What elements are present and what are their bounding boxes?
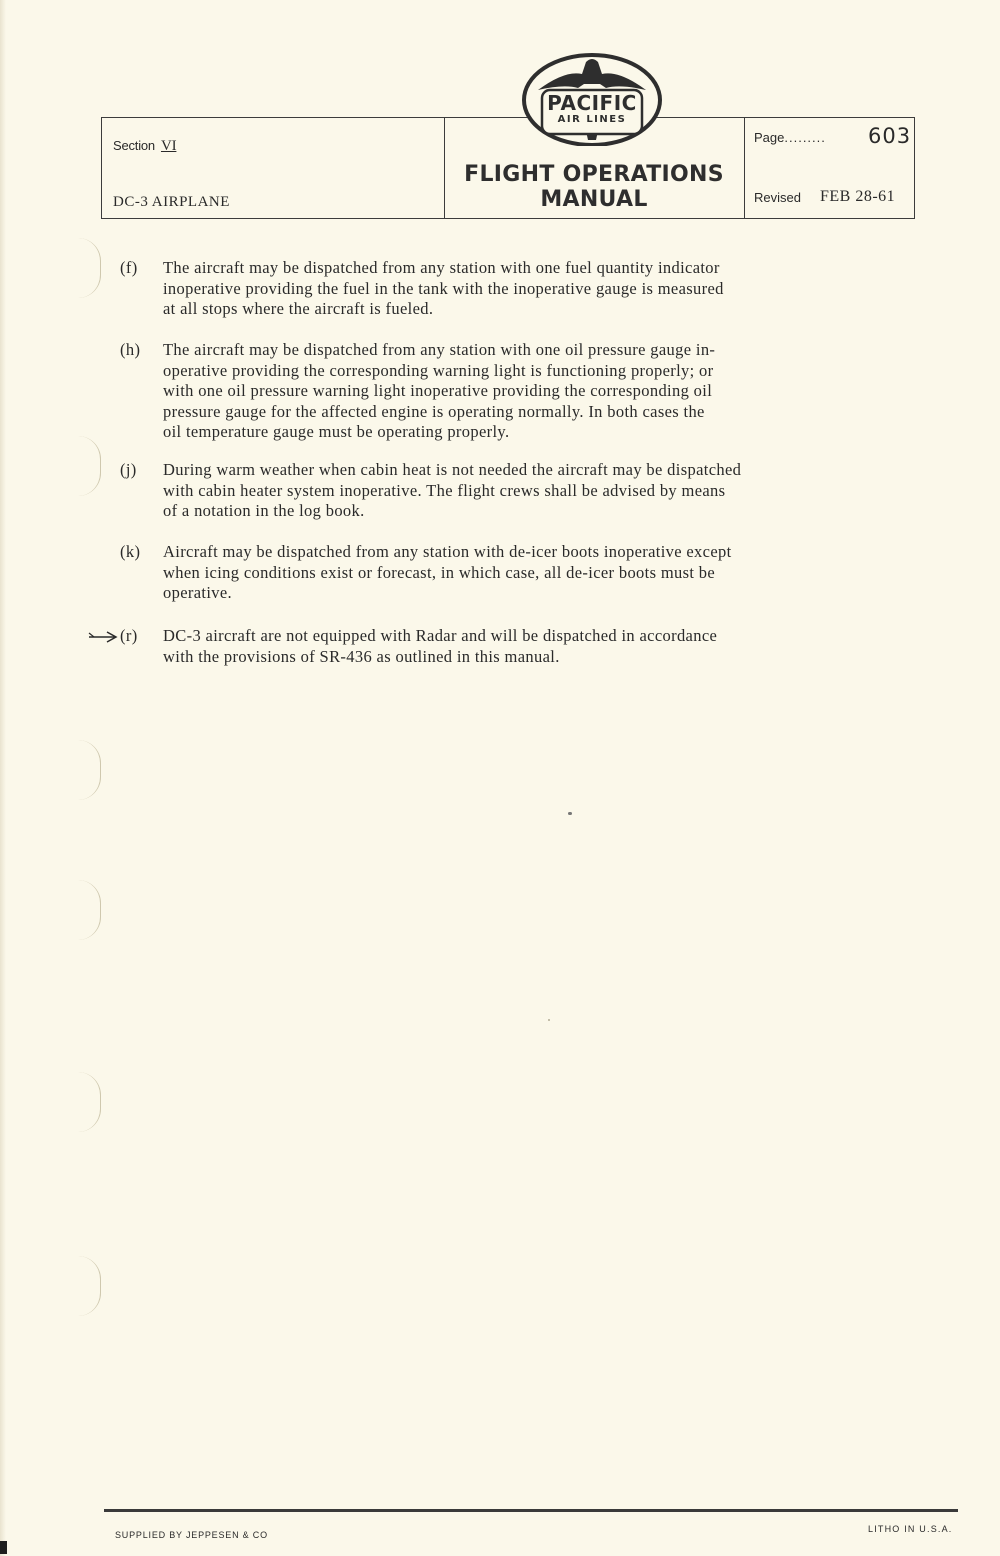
page-label: Page......... <box>754 130 826 145</box>
manual-title <box>444 162 744 212</box>
paper-speck <box>568 812 572 815</box>
paragraph-text: Aircraft may be dispatched from any station with de-icer boots inoperative except when icing conditions exist or forecast, in which case, all de-icer boots must be operative. <box>163 542 732 602</box>
binder-hole <box>78 436 101 496</box>
header-box <box>101 117 915 219</box>
revised-date: FEB 28-61 <box>820 188 896 205</box>
footer-supplier: SUPPLIED BY JEPPESEN & CO <box>115 1530 268 1540</box>
page-edge <box>0 0 6 1556</box>
header-right-cell <box>744 118 914 218</box>
paragraph-label: (r) <box>120 626 138 645</box>
paragraph-text: The aircraft may be dispatched from any station with one oil pressure gauge in- operative providing the corresponding warning light is functioning properly; or with one oil pressure warning light inoperative providing the corresponding oil pressure gauge for the affected engine is operating normally. In both cases the oil temperature gauge must be operating properly. <box>163 340 716 441</box>
binder-hole <box>78 1072 101 1132</box>
logo-subname: AIR LINES <box>557 114 627 125</box>
revised-label: Revised <box>754 190 801 205</box>
manual-title-line1: FLIGHT OPERATIONS <box>464 162 724 187</box>
page-dots: ......... <box>784 130 826 145</box>
binder-hole <box>78 238 101 298</box>
binder-hole <box>78 740 101 800</box>
paragraph-label: (k) <box>120 542 141 561</box>
paragraph-label: (j) <box>120 460 137 479</box>
footer-litho: LITHO IN U.S.A. <box>868 1524 953 1534</box>
pacific-air-lines-logo <box>520 50 664 146</box>
revision-arrow-icon <box>88 630 118 644</box>
section-value: VI <box>160 138 177 154</box>
logo-name: PACIFIC <box>547 91 637 115</box>
paragraph-text: During warm weather when cabin heat is not needed the aircraft may be dispatched with cabin heater system inoperative. The flight crews shall be advised by means of a notation in the log book. <box>163 460 742 520</box>
paragraph-text: DC-3 aircraft are not equipped with Radar and will be dispatched in accordance with the provisions of SR-436 as outlined in this manual. <box>163 626 718 666</box>
page-number: 603 <box>868 124 912 148</box>
airplane-label: DC-3 AIRPLANE <box>113 194 230 210</box>
paper-speck <box>548 1019 550 1021</box>
header-left-cell <box>102 118 445 218</box>
paragraph-label: (h) <box>120 340 141 359</box>
manual-title-line2: MANUAL <box>540 187 648 212</box>
paragraph-text: The aircraft may be dispatched from any station with one fuel quantity indicator inoperative providing the fuel in the tank with the inoperative gauge is measured at all stops where the aircraft is fueled. <box>163 258 724 318</box>
paragraph-label: (f) <box>120 258 138 277</box>
binder-hole <box>78 880 101 940</box>
footer-rule <box>104 1509 958 1512</box>
corner-mark <box>0 1541 7 1554</box>
binder-hole <box>78 1256 101 1316</box>
section-label: Section VI <box>113 138 177 154</box>
